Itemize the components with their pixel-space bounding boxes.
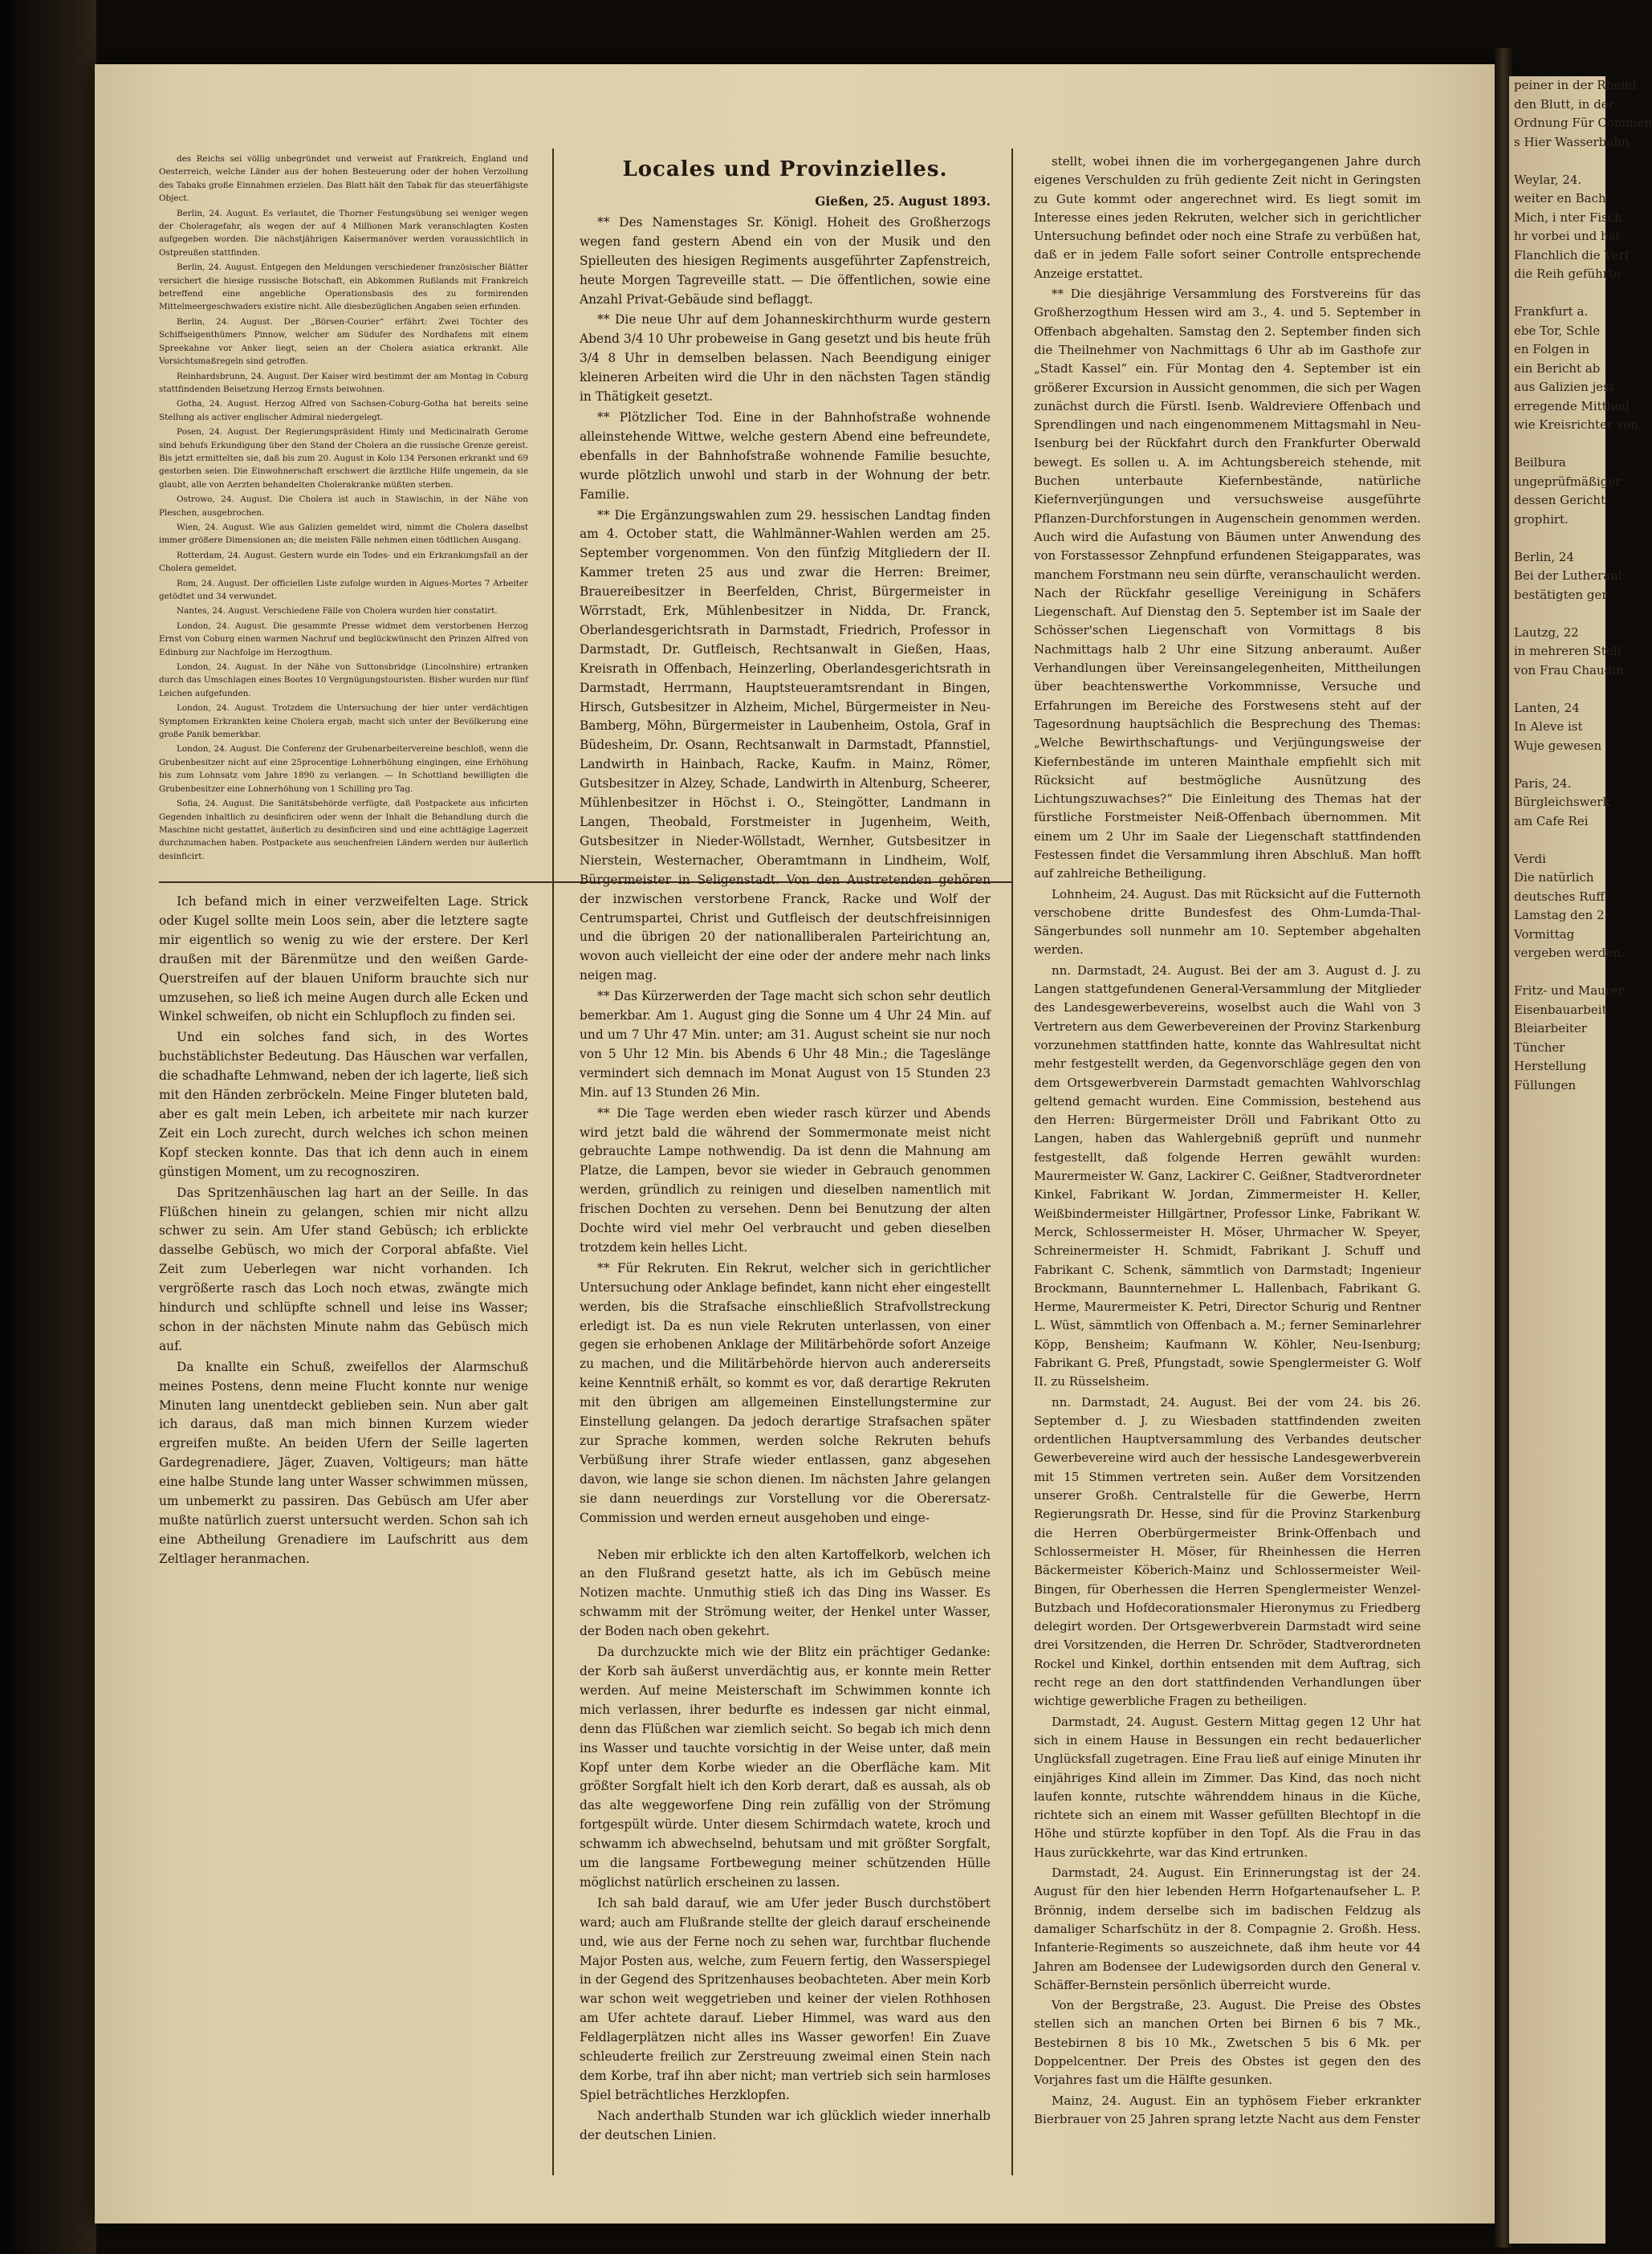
adjacent-page-line: Verdi	[1514, 851, 1546, 866]
adjacent-page-line: Frankfurt a.	[1514, 304, 1589, 319]
news-paragraph: ** Die neue Uhr auf dem Johanneskirchthurm wurde gestern Abend 3/4 10 Uhr probeweise in Gang gesetzt und bis heute früh 3/4 8 Uhr in demselben belassen. Nach Beendigung einiger kleineren Arbeiten wird die Uhr in den nächsten Tagen ständig in Thätigkeit gesetzt.	[580, 312, 991, 405]
book-binding-left	[0, 0, 96, 2254]
news-paragraph: Gießen, 25. August 1893.	[815, 194, 991, 209]
adjacent-page-line: dessen Gericht	[1514, 493, 1606, 507]
adjacent-page-line	[1509, 152, 1605, 171]
adjacent-page-line: grophirt.	[1514, 511, 1569, 527]
adjacent-page-line	[1509, 755, 1605, 775]
column-3-local-news	[1034, 153, 1421, 2130]
adjacent-page-line: Bei der Lutheranl	[1514, 568, 1622, 583]
adjacent-page-line	[1509, 284, 1605, 303]
news-paragraph: Mainz, 24. August. Ein an typhösem Fieber erkrankter Bierbrauer von 25 Jahren sprang letzte Nacht aus dem Fenster	[1034, 2093, 1421, 2126]
news-paragraph: Darmstadt, 24. August. Ein Erinnerungstag ist der 24. August für den hier lebenden Herrn Hofgartenaufseher L. P. Brönnig, indem derselbe sich im badischen Feldzug als damaliger Scharfschütz in der 8. Compagnie 2. Großh. Hess. Infanterie-Regiments so auszeichnete, daß ihm heute vor 44 Jahren am Bodensee der Ludewigsorden durch den General v. Schäffer-Bernstein persönlich überreicht wurde.	[1034, 1865, 1421, 1992]
adjacent-page-line	[1509, 529, 1605, 548]
adjacent-page-line: Lanten, 24	[1514, 700, 1580, 715]
news-paragraph: Posen, 24. August. Der Regierungspräsident Himly und Medicinalrath Gerome sind behufs Erkundigung über den Stand der Cholera an die russische Grenze gereist. Bis jetzt ermittelten sie, daß bis zum 20. August in Kolo 134 Personen erkrankt und 69 gestorben seien. Die Einwohnerschaft erschwert die ärztliche Hilfe ungemein, da sie glaubt, alle von Aerzten behandelten Cholerakranke müßten sterben.	[159, 427, 528, 490]
news-paragraph: Lohnheim, 24. August. Das mit Rücksicht auf die Futternoth verschobene dritte Bundesfest des Ohm-Lumda-Thal-Sängerbundes soll nunmehr am 10. September abgehalten werden.	[1034, 886, 1421, 958]
section-headline: Locales und Provinzielles.	[622, 157, 948, 181]
adjacent-page-line: deutsches Ruff	[1514, 889, 1605, 904]
adjacent-page-line: ein Bericht ab	[1514, 360, 1601, 376]
news-paragraph: Von der Bergstraße, 23. August. Die Preise des Obstes stellen sich an manchen Orten bei Birnen 6 bis 7 Mk., Bestebirnen 8 bis 10 Mk., Zwetschen 5 bis 6 Mk. per Doppelcentner. Der Preis des Obstes ist gegen den des Vorjahres fast um die Hälfte gesunken.	[1034, 1998, 1421, 2088]
news-paragraph: ** Des Namenstages Sr. Königl. Hoheit des Großherzogs wegen fand gestern Abend ein von der Musik und den Spielleuten des hiesigen Regiments ausgeführter Zapfenstreich, heute Morgen Tagreveille statt. — Die öffentlichen, sowie eine Anzahl Privat-Gebäude sind beflaggt.	[580, 214, 991, 307]
adjacent-page-line: Die natürlich	[1514, 870, 1594, 885]
feuilleton-paragraph: Nach anderthalb Stunden war ich glücklich wieder innerhalb der deutschen Linien.	[580, 2108, 991, 2142]
adjacent-page-line: Lautzg, 22	[1514, 625, 1579, 640]
news-paragraph: nn. Darmstadt, 24. August. Bei der vom 24. bis 26. September d. J. zu Wiesbaden stattfindenden zweiten ordentlichen Hauptversammlung des Verbandes deutscher Gewerbevereine wird auch der hessische Landesgewerbverein mit 15 Stimmen vertreten sein. Außer dem Vorsitzenden unserer Großh. Centralstelle für die Gewerbe, Herrn Regierungsrath Dr. Hesse, sind für die Provinz Starkenburg die Herren Oberbürgermeister Brink-Offenbach und Schlossermeister H. Möser, für Rheinhessen die Herren Bäckermeister Köberich-Mainz und Schlossermeister Weil-Bingen, für Oberhessen die Herren Spenglermeister Wenzel-Butzbach und Hofdecorationsmaler Hieronymus zu Friedberg delegirt worden. Der Ortsgewerbverein Darmstadt wird seine drei Vorsitzenden, die Herren Dr. Schröder, Stadtverordneten Rockel und Kinkel, dorthin entsenden mit dem Auftrag, sich recht rege an den dort stattfindenden Verhandlungen über wichtige gewerbliche Fragen zu betheiligen.	[1034, 1394, 1421, 1709]
news-paragraph: Rom, 24. August. Der officiellen Liste zufolge wurden in Aigues-Mortes 7 Arbeiter getödtet und 34 verwundet.	[159, 578, 528, 601]
news-paragraph: ** Die Tage werden eben wieder rasch kürzer und Abends wird jetzt bald die während der Sommermonate meist nicht gebrauchte Lampe nothwendig. Da ist denn die Mahnung am Platze, die Lampen, bevor sie wieder in Gebrauch genommen werden, gründlich zu reinigen und dieselben namentlich mit frischen Dochten zu versehen. Denn bei Benutzung der alten Dochte wird viel mehr Oel verbraucht und geben dieselben trotzdem kein helles Licht.	[580, 1105, 991, 1255]
news-paragraph: Berlin, 24. August. Entgegen den Meldungen verschiedener französischer Blätter versichert die hiesige russische Botschaft, ein Abkommen Rußlands mit Frankreich betreffend eine angebliche Operationsbasis des zu formirenden Mittelmeergeschwaders existire nicht. Alle diesbezüglichen Angaben seien erfunden.	[159, 262, 528, 312]
feuilleton-paragraph: Ich sah bald darauf, wie am Ufer jeder Busch durchstöbert ward; auch am Flußrande stellte der gleich darauf erscheinende und, wie aus der Ferne noch zu sehen war, furchtbar fluchende Major Posten aus, welche, zum Feuern fertig, den Wasserspiegel in der Gegend des Spritzenhauses beobachteten. Aber mein Korb war schon weit weggetrieben und keiner der vielen Rothhosen am Ufer achtete darauf. Lieber Himmel, was ward aus den Feldlagerplätzen nicht alles ins Wasser geworfen! Ein Zuave schleuderte freilich zur Zerstreuung zweimal einen Stein nach dem Korbe, traf ihn aber nicht; man vertrieb sich sein harmloses Spiel beträchtliches Herzklopfen.	[580, 1895, 991, 2102]
adjacent-page-line: wie Kreisrichter von	[1514, 417, 1639, 432]
adjacent-page-line: s Hier Wasserbahn	[1514, 134, 1630, 149]
adjacent-page-line: vergeben werden.	[1514, 946, 1625, 960]
adjacent-page-line: Vormittag	[1514, 926, 1575, 942]
news-paragraph: Reinhardsbrunn, 24. August. Der Kaiser wird bestimmt der am Montag in Coburg stattfindenden Beisetzung Herzog Ernsts beiwohnen.	[159, 371, 528, 394]
column-rule-right	[1011, 149, 1013, 2175]
news-paragraph: London, 24. August. Trotzdem die Untersuchung der hier unter verdächtigen Symptomen Erkrankten keine Cholera ergab, macht sich unter der Bevölkerung eine große Panik bemerkbar.	[159, 703, 528, 740]
adjacent-page-line: von Frau Chaudin	[1514, 662, 1624, 677]
adjacent-page-line: Bürgleichswerk	[1514, 795, 1610, 809]
feuilleton-paragraph: Das Spritzenhäuschen lag hart an der Seille. In das Flüßchen hinein zu gelangen, schien mir nicht allzu schwer zu sein. Am Ufer stand Gebüsch; ich erblickte dasselbe Gebüsch, wo mich der Corporal abfaßte. Viel Zeit zum Ueberlegen war nicht vorhanden. Ich vergrößerte rasch das Loch noch etwas, zwängte mich hindurch und schlüpfte schnell und leise ins Wasser; schon in der nächsten Minute nahm das Gebüsch mich auf.	[159, 1185, 528, 1353]
feuilleton-paragraph: Da knallte ein Schuß, zweifellos der Alarmschuß meines Postens, denn meine Flucht konnte nur wenige Minuten lang unentdeckt geblieben sein. Nun aber galt ich daraus, daß man mich binnen Kurzem wieder ergreifen mußte. An beiden Ufern der Seille lagerten Gardegrenadiere, Jäger, Zuaven, Voltigeurs; man hätte eine halbe Stunde lang unter Wasser schwimmen müssen, um unbemerkt zu passiren. Das Gebüsch am Ufer aber mußte natürlich zuerst untersucht werden. Schon sah ich eine Abtheilung Grenadiere im Laufschritt aus dem Zeltlager heranmachen.	[159, 1359, 528, 1566]
feuilleton-paragraph: Ich befand mich in einer verzweifelten Lage. Strick oder Kugel sollte mein Loos sein, aber die letztere sagte mir eigentlich so wenig zu wie der erstere. Der Kerl draußen mit der Bärenmütze und den weißen Garde-Querstreifen auf der blauen Uniform brauchte sich nur umzusehen, so ließ ich meine Augen durch alle Ecken und Winkel schweifen, ob nicht ein Schlupfloch zu finden sei.	[159, 894, 528, 1024]
news-paragraph: Wien, 24. August. Wie aus Galizien gemeldet wird, nimmt die Cholera daselbst immer größere Dimensionen an; die meisten Fälle nehmen einen tödtlichen Ausgang.	[159, 522, 528, 546]
adjacent-page-line: peiner in der Rheinl	[1514, 78, 1637, 92]
adjacent-page-line: ungeprüfmäßiger	[1514, 474, 1621, 489]
news-paragraph: ** Die diesjährige Versammlung des Forstvereins für das Großherzogthum Hessen wird am 3., 4. und 5. September in Offenbach abgehalten. Samstag den 2. September finden sich die Theilnehmer von Nachmittags 6 Uhr ab im Gasthofe zur „Stadt Kassel“ ein. Für Montag den 4. September ist ein größerer Excursion in Aussicht genommen, die sich per Wagen zunächst durch die Fürstl. Isenb. Waldreviere Offenbach und Sprendlingen und nach eingenommenem Mittagsmahl in Neu-Isenburg bei der Rückfahrt durch den Frankfurter Oberwald bewegt. Es sollen u. A. im Achtungsbereich stehende, mit Buchen unterbaute Kiefernbestände, natürliche Kiefernverjüngungen und versuchsweise ausgeführte Pflanzen-Durchforstungen in Augenschein genommen werden. Auch wird die Aufastung von Bäumen unter Anwendung des von Forstassessor Zehnpfund erfundenen Steigapparates, was manchem Forstmann neu sein dürfte, veranschaulicht werden. Nach der Rückfahr gesellige Vereinigung in Schäfers Liegenschaft. Auf Dienstag den 5. September ist im Saale der Schösser'schen Liegenschaft von Vormittags 8 bis Nachmittags halb 2 Uhr eine Sitzung anberaumt. Außer Verhandlungen über Vereinsangelegenheiten, Mittheilungen über beachtenswerthe Vorkommnisse, Versuche und Erfahrungen im Bereiche des Forstwesens steht auf der Tagesordnung hauptsächlich die Besprechung des Themas: „Welche Bewirthschaftungs- und Verjüngungsweise der Kiefernbestände im unteren Mainthale empfiehlt sich mit Rücksicht auf bestmögliche Ausnützung des Lichtungszuwachses?“ Die Einleitung des Themas hat der fürstliche Forstmeister Neiß-Offenbach übernommen. Mit einem um 2 Uhr im Saale der Liegenschaft stattfindenden Festessen findet die Versammlung ihren Abschluß. Man hofft auf zahlreiche Betheiligung.	[1034, 287, 1421, 881]
news-paragraph: Berlin, 24. August. Es verlautet, die Thorner Festungsübung sei weniger wegen der Choleragefahr, als wegen der auf 4 Millionen Mark veranschlagten Kosten aufgegeben worden. Die nächstjährigen Kaisermanöver werden voraussichtlich in Ostpreußen stattfinden.	[159, 208, 528, 258]
adjacent-page-line: Beilbura	[1514, 455, 1566, 470]
adjacent-page-line: bestätigten ger	[1514, 587, 1608, 602]
news-paragraph: ** Für Rekruten. Ein Rekrut, welcher sich in gerichtlicher Untersuchung oder Anklage befindet, kann nicht eher eingestellt werden, bis die Strafsache einschließlich Strafvollstreckung erledigt ist. Da es nun viele Rekruten unterlassen, von einer gegen sie erhobenen Anklage der Militärbehörde sofort Anzeige zu machen, und die Militärbehörde hiervon auch andererseits keine Kenntniß erhält, so kommt es vor, daß derartige Rekruten mit den übrigen am allgemeinen Einstellungstermine zur Einstellung gelangen. Da jedoch derartige Strafsachen später zur Sprache kommen, werden solche Rekruten behufs Verbüßung ihrer Strafe wieder entlassen, ganz abgesehen davon, wie lange sie schon dienen. Im nächsten Jahre gelangen sie dann neuerdings zur Vorstellung vor die Oberersatz-Commission und werden erneut ausgehoben und einge-	[580, 1260, 991, 1525]
adjacent-page-line: am Cafe Rei	[1514, 813, 1589, 828]
news-paragraph: Rotterdam, 24. August. Gestern wurde ein Todes- und ein Erkrankungsfall an der Cholera gemeldet.	[159, 550, 528, 574]
news-paragraph: stellt, wobei ihnen die im vorhergegangenen Jahre durch eigenes Verschulden zu früh gediente Zeit nicht in Geringsten zu Gute kommt oder angerechnet wird. Es liegt somit im Interesse eines jeden Rekruten, welcher sich in gerichtlicher Untersuchung befindet oder noch eine Strafe zu verbüßen hat, daß er in jedem Falle sofort seiner Controlle entsprechende Anzeige erstattet.	[1034, 154, 1421, 281]
adjacent-page-line: Wuje gewesen	[1514, 738, 1602, 753]
adjacent-page-line: hr vorbei und hat	[1514, 229, 1621, 243]
adjacent-page-line: die Reih geführte	[1514, 266, 1621, 281]
news-paragraph: Sofia, 24. August. Die Sanitätsbehörde verfügte, daß Postpackete aus inficirten Gegenden inhaltlich zu desinficiren oder wenn der Inhalt die Behandlung durch die Maschine nicht gestattet, äußerlich zu desinficiren sind und eine achttägige Lagerzeit durchzumachen haben. Postpackete aus seuchenfreien Ländern werden nur äußerlich desinficirt.	[159, 799, 528, 861]
adjacent-page-line: erregende Mittheil	[1514, 398, 1630, 413]
adjacent-page-line: Paris, 24.	[1514, 775, 1572, 791]
adjacent-page-line: den Blutt, in der	[1514, 96, 1614, 112]
news-paragraph: Darmstadt, 24. August. Gestern Mittag gegen 12 Uhr hat sich in einem Hause in Bessungen ein recht bedauerlicher Unglücksfall zugetragen. Eine Frau ließ auf einige Minuten ihr einjähriges Kind allein im Zimmer. Das Kind, das noch nicht laufen konnte, rutschte währenddem hinaus in die Küche, richtete sich an einem mit Wasser gefüllten Blechtopf in die Höhe und stürzte kopfüber in den Topf. Als die Frau in das Haus zurückkehrte, war das Kind ertrunken.	[1034, 1714, 1421, 1860]
feuilleton-column-1	[159, 893, 528, 1571]
news-paragraph: Nantes, 24. August. Verschiedene Fälle von Cholera wurden hier constatirt.	[177, 606, 498, 616]
adjacent-page-line: Fritz- und Maurer	[1514, 983, 1625, 998]
adjacent-page-line: Lamstag den 2	[1514, 908, 1605, 922]
news-paragraph: Berlin, 24. August. Der „Börsen-Courier“ erfährt: Zwei Töchter des Schiffseigenthümers Pinnow, welcher am Südufer des Nordhafens mit einem Spreekahne vor Anker liegt, seien an der Cholera asiatica erkrankt. Alle Vorsichtsmaßregeln sind getroffen.	[159, 316, 528, 367]
adjacent-page-fragment	[1509, 76, 1652, 2244]
adjacent-page-lines	[1509, 76, 1652, 1095]
news-paragraph: ** Die Ergänzungswahlen zum 29. hessischen Landtag finden am 4. October statt, die Wahlmänner-Wahlen werden am 25. September vorgenommen. Von den fünfzig Mitgliedern der II. Kammer treten 25 aus und zwar die Herren: Breimer, Brauereibesitzer in Beerfelden, Christ, Bürgermeister in Wörrstadt, Erk, Mühlenbesitzer in Nidda, Dr. Franck, Oberlandesgerichtsrath in Darmstadt, Friedrich, Professor in Darmstadt, Dr. Gutfleisch, Rechtsanwalt in Gießen, Haas, Kreisrath in Offenbach, Heinzerling, Oberlandesgerichtsrath in Darmstadt, Herrmann, Hauptsteueramtsrendant in Bingen, Hirsch, Gutsbesitzer in Alzheim, Michel, Bürgermeister in Neu-Bamberg, Möhn, Bürgermeister in Laubenheim, Ostola, Graf in Büdesheim, Dr. Osann, Rechtsanwalt in Darmstadt, Pfannstiel, Landwirth in Hainbach, Racke, Kaufm. in Mainz, Römer, Gutsbesitzer in Alzey, Schade, Landwirth in Altenburg, Scheerer, Mühlenbesitzer in Höchst i. O., Steingötter, Landmann in Langen, Theobald, Forstmeister in Jugenheim, Weith, Gutsbesitzer in Nieder-Wöllstadt, Wernher, Gutsbesitzer in Nierstein, Westernacher, Oberamtmann in Lindheim, Wolf, Bürgermeister in Seligenstadt. Von den Austretenden gehören der inzwischen verstorbene Franck, Racke und Wolf der Centrumspartei, Christ und Gutfleisch der deutschfreisinnigen und die übrigen 20 der nationalliberalen Parteirichtung an, wovon auch vielleicht der eine oder der andere mehr nach links neigen mag.	[580, 507, 991, 983]
adjacent-page-line	[1509, 831, 1605, 850]
adjacent-page-line: Herstellung	[1514, 1059, 1587, 1073]
adjacent-page-line	[1509, 963, 1605, 983]
adjacent-page-line	[1509, 435, 1605, 454]
adjacent-page-line: weiter en Bach	[1514, 191, 1606, 205]
adjacent-page-line: Flanchlich die Verf	[1514, 247, 1630, 262]
news-paragraph: ** Das Kürzerwerden der Tage macht sich schon sehr deutlich bemerkbar. Am 1. August ging die Sonne um 4 Uhr 24 Min. auf und um 7 Uhr 47 Min. unter; am 31. August scheint sie nur noch von 5 Uhr 12 Min. bis Abends 6 Uhr 48 Min.; die Tageslänge vermindert sich demnach im Monat August von 15 Stunden 23 Min. auf 13 Stunden 26 Min.	[580, 989, 991, 1100]
column-rule-left	[552, 149, 554, 2175]
adjacent-page-line	[1509, 604, 1605, 624]
adjacent-page-line	[1509, 680, 1605, 699]
news-paragraph: nn. Darmstadt, 24. August. Bei der am 3. August d. J. zu Langen stattgefundenen General-Versammlung der Mitglieder des Landesgewerbevereins, woselbst auch die Wahl von 3 Vertretern aus dem Gewerbevereinen der Provinz Starkenburg vorzunehmen stattfinden hatte, konnte das Wahlresultat nicht mehr festgestellt werden, da Gegenvorschläge gegen den von dem Ortsgewerbverein Darmstadt gemachten Wahlvorschlag geltend gemacht wurden. Eine Commission, bestehend aus den Herren: Bürgermeister Dröll und Fabrikant Otto zu Langen, haben das Wahlergebniß geprüft und nunmehr festgestellt, daß folgende Herren gewählt wurden: Maurermeister W. Ganz, Lackirer C. Geißner, Stadtverordneter Kinkel, Fabrikant W. Jordan, Zimmermeister H. Keller, Weißbindermeister Hillgärtner, Professor Linke, Fabrikant W. Merck, Schlossermeister H. Möser, Uhrmacher W. Speyer, Schreinermeister H. Schmidt, Fabrikant J. Schuff und Fabrikant C. Schenk, sämmtlich von Darmstadt; Ingenieur Brockmann, Baunnternehmer L. Hallenbach, Fabrikant G. Herme, Maurermeister K. Petri, Director Schurig und Rentner L. Wüst, sämmtlich von Offenbach a. M.; ferner Seminarlehrer Köpp, Bensheim; Kaufmann W. Köhler, Neu-Isenburg; Fabrikant G. Preß, Pfungstadt, sowie Spenglermeister G. Wolf II. zu Rüsselsheim.	[1034, 962, 1421, 1389]
adjacent-page-line: Tüncher	[1514, 1040, 1565, 1055]
news-paragraph: ** Plötzlicher Tod. Eine in der Bahnhofstraße wohnende alleinstehende Wittwe, welche gestern Abend eine befreundete, ebenfalls in der Bahnhofstraße wohnende Familie besuchte, wurde plötzlich unwohl und starb in der Wohnung der betr. Familie.	[580, 409, 991, 502]
adjacent-page-line: Weylar, 24.	[1514, 172, 1582, 187]
adjacent-page-line: aus Galizien jest	[1514, 380, 1614, 394]
feuilleton-column-2	[580, 1546, 991, 2147]
news-paragraph: London, 24. August. Die Conferenz der Grubenarbeitervereine beschloß, wenn die Grubenbesitzer nicht auf eine 25procentige Lohnerhöhung eingingen, eine Erhöhung bis zum Lohnsatz vom Jahre 1890 zu verlangen. — In Schottland bewilligten die Grubenbesitzer eine Lohnerhöhung von 1 Schilling pro Tag.	[159, 744, 528, 794]
adjacent-page-line: Ordnung Für Commen	[1514, 116, 1652, 130]
column-2-local-news	[580, 193, 991, 1530]
news-paragraph: London, 24. August. Die gesammte Presse widmet dem verstorbenen Herzog Ernst von Coburg einen warmen Nachruf und beglückwünscht den Prinzen Alfred von Edinburg zur Nachfolge im Herzogthum.	[159, 620, 528, 657]
news-paragraph: des Reichs sei völlig unbegründet und verweist auf Frankreich, England und Oesterreich, welche Länder aus der hohen Besteuerung oder der hohen Verzollung des Tabaks große Einnahmen erzielen. Das Blatt hält den Tabak für das steuerfähigste Object.	[159, 154, 528, 204]
news-paragraph: Ostrowo, 24. August. Die Cholera ist auch in Stawischin, in der Nähe von Pleschen, ausgebrochen.	[159, 494, 528, 518]
adjacent-page-line: Mich, i nter Fisch	[1514, 210, 1622, 225]
adjacent-page-line: Eisenbauarbeit	[1514, 1002, 1607, 1017]
adjacent-page-line: Bleiarbeiter	[1514, 1021, 1587, 1035]
feuilleton-paragraph: Und ein solches fand sich, in des Wortes buchstäblichster Bedeutung. Das Häuschen war verfallen, die schadhafte Lehmwand, neben der ich lagerte, ließ sich mit den Händen zerbröckeln. Meine Finger bluteten bald, aber es galt mein Leben, ich arbeitete mir nach kurzer Zeit ein Loch zurecht, durch welches ich schon meinen Kopf stecken konnte. Das that ich denn auch in einem günstigen Moment, um zu recognosziren.	[159, 1030, 528, 1179]
news-paragraph: London, 24. August. In der Nähe von Suttonsbridge (Lincolnshire) ertranken durch das Umschlagen eines Bootes 10 Vergnügungstouristen. Bisher wurden nur fünf Leichen aufgefunden.	[159, 662, 528, 698]
adjacent-page-line: Berlin, 24	[1514, 549, 1574, 564]
adjacent-page-line: in mehreren Stell	[1514, 644, 1621, 658]
column-1-news	[159, 153, 528, 865]
adjacent-page-line: ebe Tor, Schle	[1514, 323, 1601, 338]
adjacent-page-line: Füllungen	[1514, 1077, 1577, 1092]
news-paragraph: Gotha, 24. August. Herzog Alfred von Sachsen-Coburg-Gotha hat bereits seine Stellung als activer englischer Admiral niedergelegt.	[159, 399, 528, 422]
feuilleton-paragraph: Da durchzuckte mich wie der Blitz ein prächtiger Gedanke: der Korb sah äußerst unverdächtig aus, er konnte mein Retter werden. Auf meine Meisterschaft im Schwimmen konnte ich mich verlassen, ihrer bedurfte es indessen gar nicht einmal, denn das Flüßchen war ziemlich seicht. So begab ich mich denn ins Wasser und tauchte vorsichtig in der Weise unter, daß mein Kopf unter dem Korbe wieder an die Oberfläche kam. Mit größter Sorgfalt hielt ich den Korb derart, daß es aussah, als ob das alte weggeworfene Ding rein zufällig von der Strömung fortgespült würde. Unter diesem Schirmdach watete, kroch und schwamm ich abwechselnd, behutsam und mit größter Sorgfalt, um die langsame Fortbewegung meiner schützenden Hülle möglichst natürlich erscheinen zu lassen.	[580, 1645, 991, 1890]
adjacent-page-line: In Aleve ist	[1514, 719, 1583, 734]
adjacent-page-line: en Folgen in	[1514, 342, 1590, 356]
feuilleton-paragraph: Neben mir erblickte ich den alten Kartoffelkorb, welchen ich an den Flußrand gesetzt hatte, als ich im Gebüsch meine Notizen machte. Unmuthig stieß ich das Ding ins Wasser. Es schwamm mit der Strömung weiter, der Henkel unter Wasser, der Boden nach oben gekehrt.	[580, 1547, 991, 1639]
